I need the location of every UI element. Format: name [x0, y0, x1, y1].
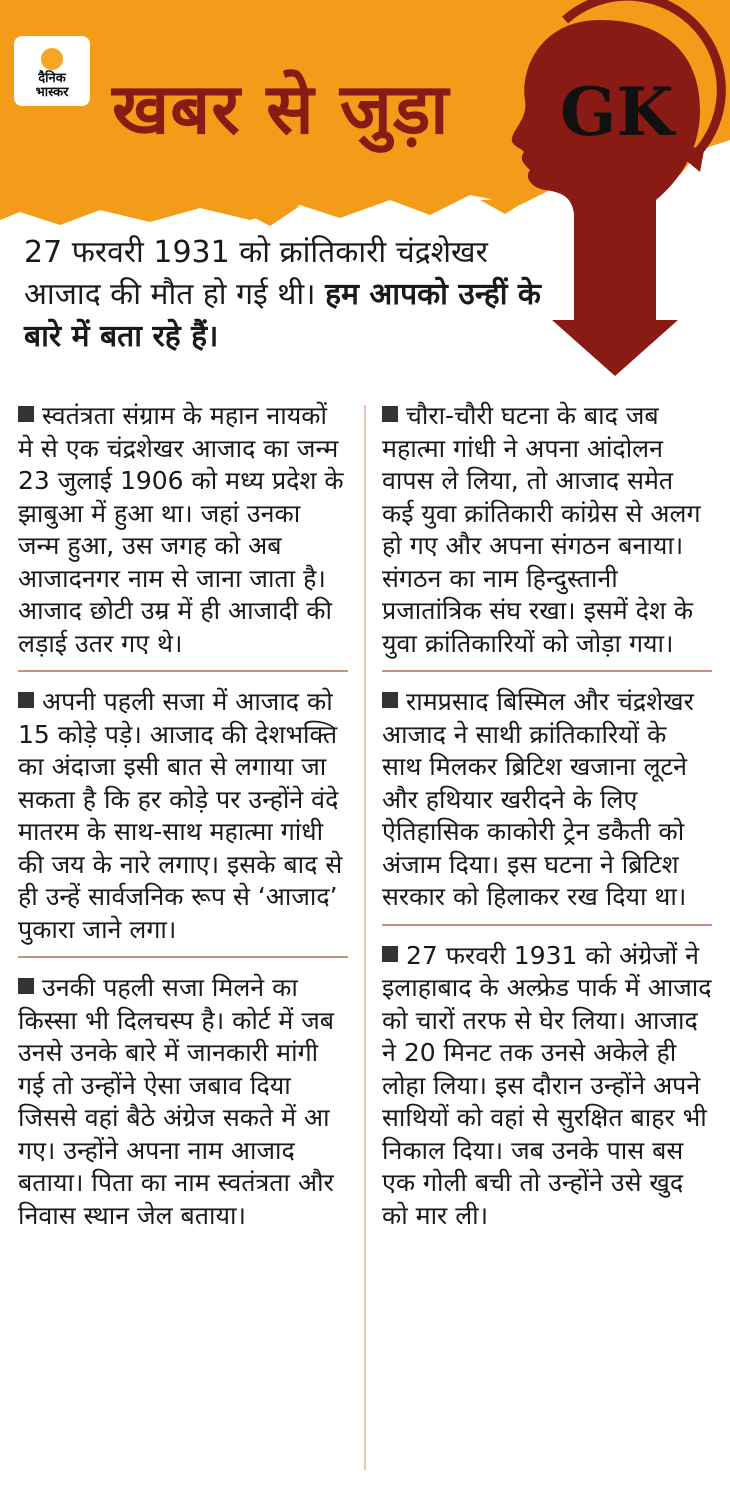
intro-sentence: 27 फरवरी 1931 को क्रांतिकारी चंद्रशेखर आजाद की मौत हो गई थी।	[24, 235, 488, 312]
down-arrow-icon	[552, 236, 678, 376]
fact-paragraph	[18, 686, 348, 958]
bullet-square-icon	[18, 406, 34, 422]
fact-paragraph	[382, 686, 712, 926]
fact-text: उनकी पहली सजा मिलने का किस्सा भी दिलचस्प है। कोर्ट में जब उनसे उनके बारे में जानकारी मांगी गई तो उन्होंने ऐसा जबाव दिया जिससे वहां बैठे अंग्रेज सकते में आ गए। उन्होंने अपना नाम आजाद बताया। पिता का नाम स्वतंत्रता और निवास स्थान जेल बताया।	[18, 973, 335, 1230]
logo-text-line1: दैनिक	[38, 71, 66, 86]
right-column	[382, 400, 712, 1256]
fact-text: चौरा-चौरी घटना के बाद जब महात्मा गांधी ने अपना आंदोलन वापस ले लिया, तो आजाद समेत कई युवा क्रांतिकारी कांग्रेस से अलग हो गए और अपना संगठन बनाया। संगठन का नाम हिन्दुस्तानी प्रजातांत्रिक संघ रखा। इसमें देश के युवा क्रांतिकारियों को जोड़ा गया।	[382, 401, 701, 658]
fact-paragraph	[382, 400, 712, 672]
fact-text: स्वतंत्रता संग्राम के महान नायकों मे से एक चंद्रशेखर आजाद का जन्म 23 जुलाई 1906 को मध्य प्रदेश के झाबुआ में हुआ था। जहां उनका जन्म हुआ, उस जगह को अब आजादनगर नाम से जाना जाता है। आजाद छोटी उम्र में ही आजादी की लड़ाई उतर गए थे।	[18, 401, 344, 658]
intro-bold-sentence: हम आपको उन्हीं के बारे में बता रहे हैं।	[24, 277, 541, 354]
page-title: खबर से जुड़ा	[112, 68, 450, 150]
fact-text: 27 फरवरी 1931 को अंग्रेजों ने इलाहाबाद के अल्फ्रेड पार्क में आजाद को चारों तरफ से घेर लिया। आजाद ने 20 मिनट तक उनसे अकेले ही लोहा लिया। इस दौरान उन्होंने अपने साथियों को वहां से सुरक्षित बाहर भी निकाल दिया। जब उनके पास बस एक गोली बची तो उन्होंने उसे खुद को मार ली।	[382, 940, 712, 1230]
bullet-square-icon	[18, 978, 34, 994]
bullet-square-icon	[382, 946, 398, 962]
dainik-bhaskar-logo	[14, 36, 90, 106]
fact-paragraph	[382, 940, 712, 1243]
bullet-square-icon	[382, 406, 398, 422]
sun-logo-icon	[41, 48, 63, 70]
header-banner	[0, 0, 730, 230]
fact-paragraph	[18, 972, 348, 1242]
fact-text: अपनी पहली सजा में आजाद को 15 कोड़े पड़े। आजाद की देशभक्ति का अंदाजा इसी बात से लगाया जा सकता है कि हर कोड़े पर उन्होंने वंदे मातरम के साथ-साथ महात्मा गांधी की जय के नारे लगाए। इसके बाद से ही उन्हें सार्वजनिक रूप से ‘आजाद’ पुकारा जाने लगा।	[18, 687, 343, 944]
left-column	[18, 400, 348, 1256]
gk-badge: GK	[560, 73, 674, 151]
bullet-square-icon	[382, 692, 398, 708]
fact-paragraph	[18, 400, 348, 672]
fact-text: रामप्रसाद बिस्मिल और चंद्रशेखर आजाद ने साथी क्रांतिकारियों के साथ मिलकर ब्रिटिश खजाना लूटने और हथियार खरीदने के लिए ऐतिहासिक काकोरी ट्रेन डकैती को अंजाम दिया। इस घटना ने ब्रिटिश सरकार को हिलाकर रख दिया था।	[382, 687, 694, 911]
logo-text-line2: भास्कर	[35, 85, 69, 100]
bullet-square-icon	[18, 692, 34, 708]
column-divider	[364, 405, 366, 1470]
intro-text	[24, 232, 544, 358]
